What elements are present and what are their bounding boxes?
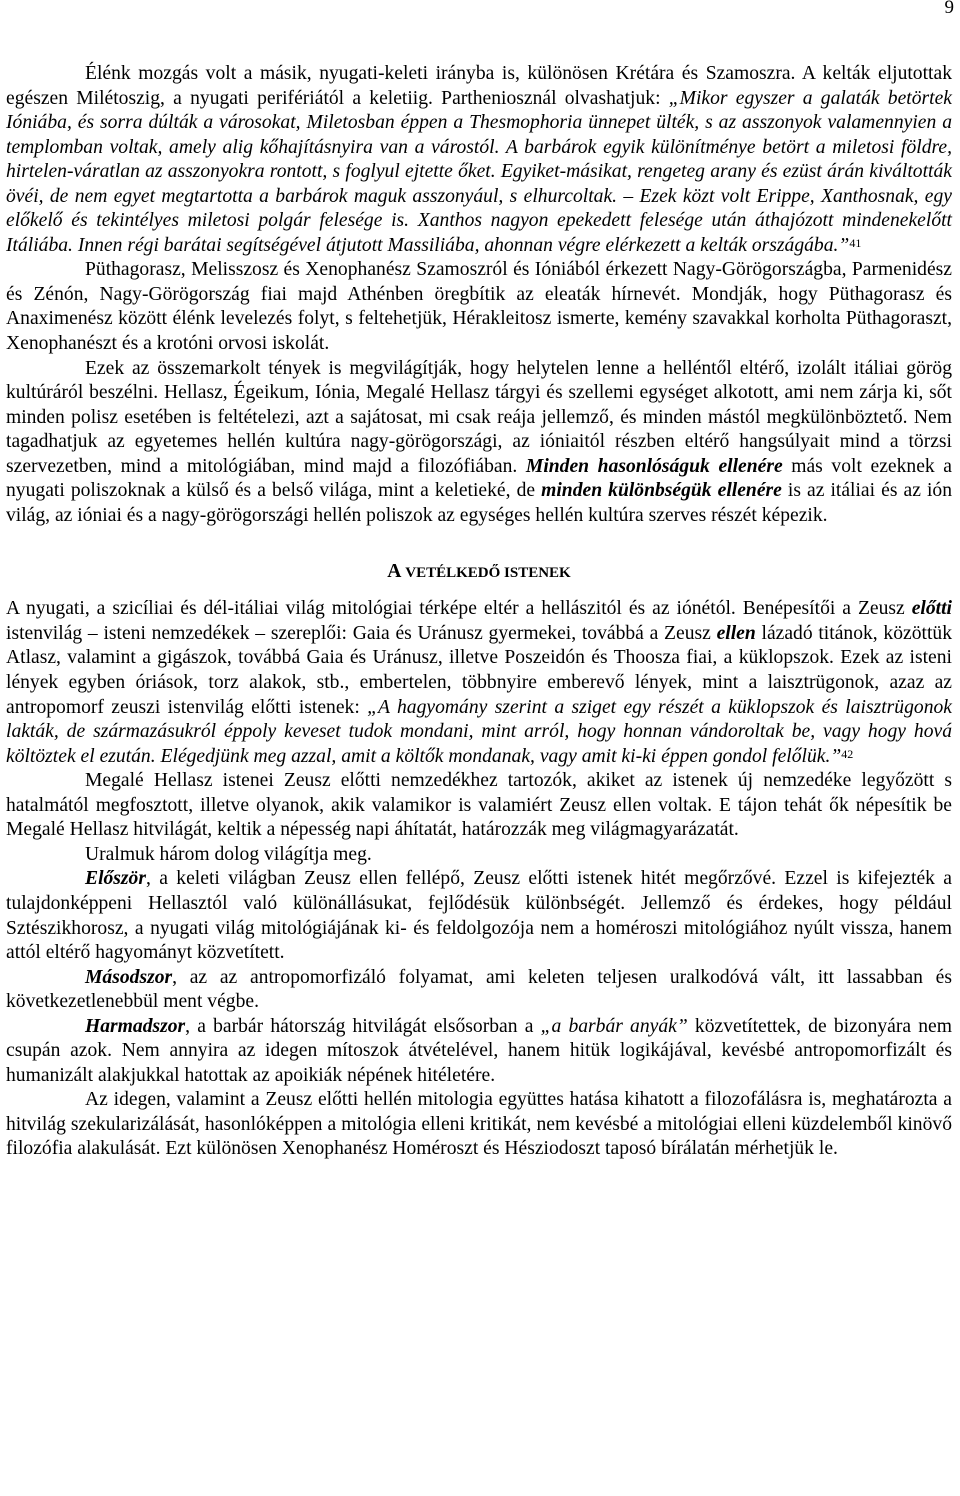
paragraph-8-text: , az az antropomorfizáló folyamat, ami keleten teljesen uralkodóvá vált, itt lassabban és következetlenebbül ment végbe. — [6, 966, 952, 1013]
section-heading — [6, 560, 952, 585]
emphasis-first: Először — [85, 868, 146, 890]
paragraph-3-text-a: Ezek az összemarkolt tények is megvilágítják, hogy helytelen lenne a helléntől eltérő, izolált itáliai görög kultúráról beszélni. Hellasz, Égeikum, Iónia, Megalé Hellasz tárgyi és szellemi egységet alkotott, ami nem zárja ki, sőt minden polisz esetében is feltételezi, azt a sajátosat, mi csak reája jellemző, és minden mástól megkülönböztető. Nem tagadhatjuk az egyetemes hellén kultúra nagy-görögországi, az ióniaitól részben eltérő hangsúlyait mind a törzsi szervezetben, mind a mitológiában, mind majd a filozófiában. — [6, 357, 952, 477]
emphasis-second: Másodszor — [85, 966, 173, 988]
barbarian-mothers-quote: „a barbár anyák” — [540, 1015, 688, 1037]
footnote-ref-41: 41 — [849, 235, 862, 250]
emphasis-against: ellen — [716, 622, 756, 644]
emphasis-similarity: Minden hasonlóságuk ellenére — [525, 455, 783, 477]
paragraph-8 — [6, 966, 952, 1015]
paragraph-4-text-a: A nyugati, a szicíliai és dél-itáliai világ mitológiai térképe eltér a hellászitól és az iónétól. Benépesítői a Zeusz — [6, 598, 912, 620]
emphasis-before: előtti — [911, 598, 952, 620]
paragraph-4 — [6, 597, 952, 769]
paragraph-6: Uralmuk három dolog világítja meg. — [85, 843, 372, 865]
paragraph-9-text-a: , a barbár hátország hitvilágát elsősorban a — [185, 1015, 541, 1037]
paragraph-7-text: , a keleti világban Zeusz ellen fellépő, Zeusz előtti istenek hitét megőrzővé. Ezzel is kifejezték a tulajdonképpeni Hellasztól való különállásukat, fejlődésük különbségét. Jellemző és érdekes, hogy például Sztészikhorosz, a nyugati világ mitológiájának ki- és feldolgozója nem a homéroszi mitológiához nyúlt vissza, hanem attól eltérő hagyományt közvetített. — [6, 868, 952, 964]
paragraph-7 — [6, 867, 952, 965]
emphasis-difference: minden különbségük ellenére — [541, 480, 782, 502]
page-number: 9 — [944, 0, 954, 18]
paragraph-3-text-b: más volt ezeknek a nyugati poliszoknak a külső és a belső világa, mint a keletieké, de — [6, 455, 952, 502]
tradition-quote: „A hagyomány szerint a sziget egy részét a küklopszok és laisztrügonok lakták, de származásukról éppoly keveset tudok mondani, mint arról, hogy honnan vándoroltak be, vagy hogy hová költöztek el ezután. Elégedjünk meg azzal, amit a költők mondanak, vagy amit ki-ki éppen gondol felőlük.” — [6, 696, 952, 767]
paragraph-10: Az idegen, valamint a Zeusz előtti hellén mitologia együttes hatása kihatott a filozofálásra is, meghatározta a hitvilág szekularizálását, hasonlóképpen a mitológia elleni kritikát, nem kevésbé a mitológiai elleni küzdelemből kinövő filozófia alakulását. Ezt különösen Xenophanész Homéroszt és Hésziodoszt taposó bírálatán mérhetjük le. — [6, 1089, 952, 1160]
paragraph-1 — [6, 62, 952, 258]
paragraph-5: Megalé Hellasz istenei Zeusz előtti nemzedékhez tartozók, akiket az istenek új nemzedéke legyőzött s hatalmától megfosztott, illetve olyanok, akik valamikor is valamiért Zeusz ellen voltak. E tájon tehát ők népesítik be Megalé Hellasz hitvilágát, keltik a népesség napi áhítatát, határozzák meg világmagyarázatát. — [6, 770, 952, 841]
document-body — [6, 62, 952, 1162]
parthenios-quote: „Mikor egyszer a galaták betörtek Ióniába, és sorra dúlták a városokat, Miletosban éppen a Thesmophoria ünnepet ülték, s az asszonyok valamennyien a templomban voltak, amely alig kőhajításnyira van a várostól. A barbárok egyik különítménye betört a miletosi földre, hirtelen-váratlan az asszonyokra rontott, s foglyul ejtette őket. Egyiket-másikat, rengeteg arany és ezüst árán kiváltották övéi, de nem egyet megtartotta a barbárok maguk asszonyául, s elhurcoltak. – Ezek közt volt Erippe, Xanthosnak, egy előkelő és tekintélyes miletosi polgár felesége is. Xanthos nagyon epekedett felesége után áthajózott mindenekelőtt Itáliába. Innen régi barátai segítségével átjutott Massiliába, ahonnan végre elérkezett a kelták országába.” — [6, 87, 952, 256]
emphasis-third: Harmadszor — [85, 1015, 186, 1037]
paragraph-3-text-c: is az itáliai és az ión világ, az ióniai és a nagy-görögországi hellén poliszok az egységes hellén kultúra szerves részét képezik. — [6, 480, 952, 526]
paragraph-3 — [6, 357, 952, 529]
paragraph-4-text-c: lázadó titánok, közöttük Atlasz, valamint a gigászok, továbbá Gaia és Uránusz, illetve Poszeidón és Thoosza fiai, a küklopszok. Ezek az isteni lények egyben óriások, torz alakok, stb., embertelen, többnyire emberevő lények, mint a laisztrügonok, azaz az antropomorf zeuszi istenvilág előtti istenek: — [6, 622, 952, 718]
paragraph-4-text-b: istenvilág – isteni nemzedékek – szereplői: Gaia és Uránusz gyermekei, továbbá a Zeusz — [6, 622, 717, 644]
section-heading-initial: A — [387, 561, 406, 583]
paragraph-9-text-b: közvetítettek, de bizonyára nem csupán azok. Nem annyira az idegen mítoszok átvételével, hanem hitük logikájával, kevésbé antropomorfizált és humanizált alakjukkal hatottak az apoikiák népének hitéletére. — [6, 1015, 952, 1086]
paragraph-1-text: Élénk mozgás volt a másik, nyugati-keleti irányba is, különösen Krétára és Szamoszra. A kelták eljutottak egészen Milétoszig, a nyugati perifériától a keletiig. Partheniosznál olvashatjuk: — [6, 63, 952, 109]
footnote-ref-42: 42 — [841, 746, 854, 761]
section-heading-rest: VETÉLKEDŐ ISTENEK — [405, 565, 571, 582]
paragraph-9 — [6, 1015, 952, 1089]
paragraph-2: Püthagorasz, Melisszosz és Xenophanész Szamoszról és Ióniából érkezett Nagy-Görögországba, Parmenidész és Zénón, Nagy-Görögország fiai majd Athénben öregbítik az eleaták hírnevét. Mondják, hogy Püthagorasz és Anaximenész között élénk levelezés folyt, s feltehetjük, Hérakleitosz ismerte, kemény szavakkal korholta Püthagoraszt, Xenophanészt és a krotóni orvosi iskolát. — [6, 259, 952, 355]
